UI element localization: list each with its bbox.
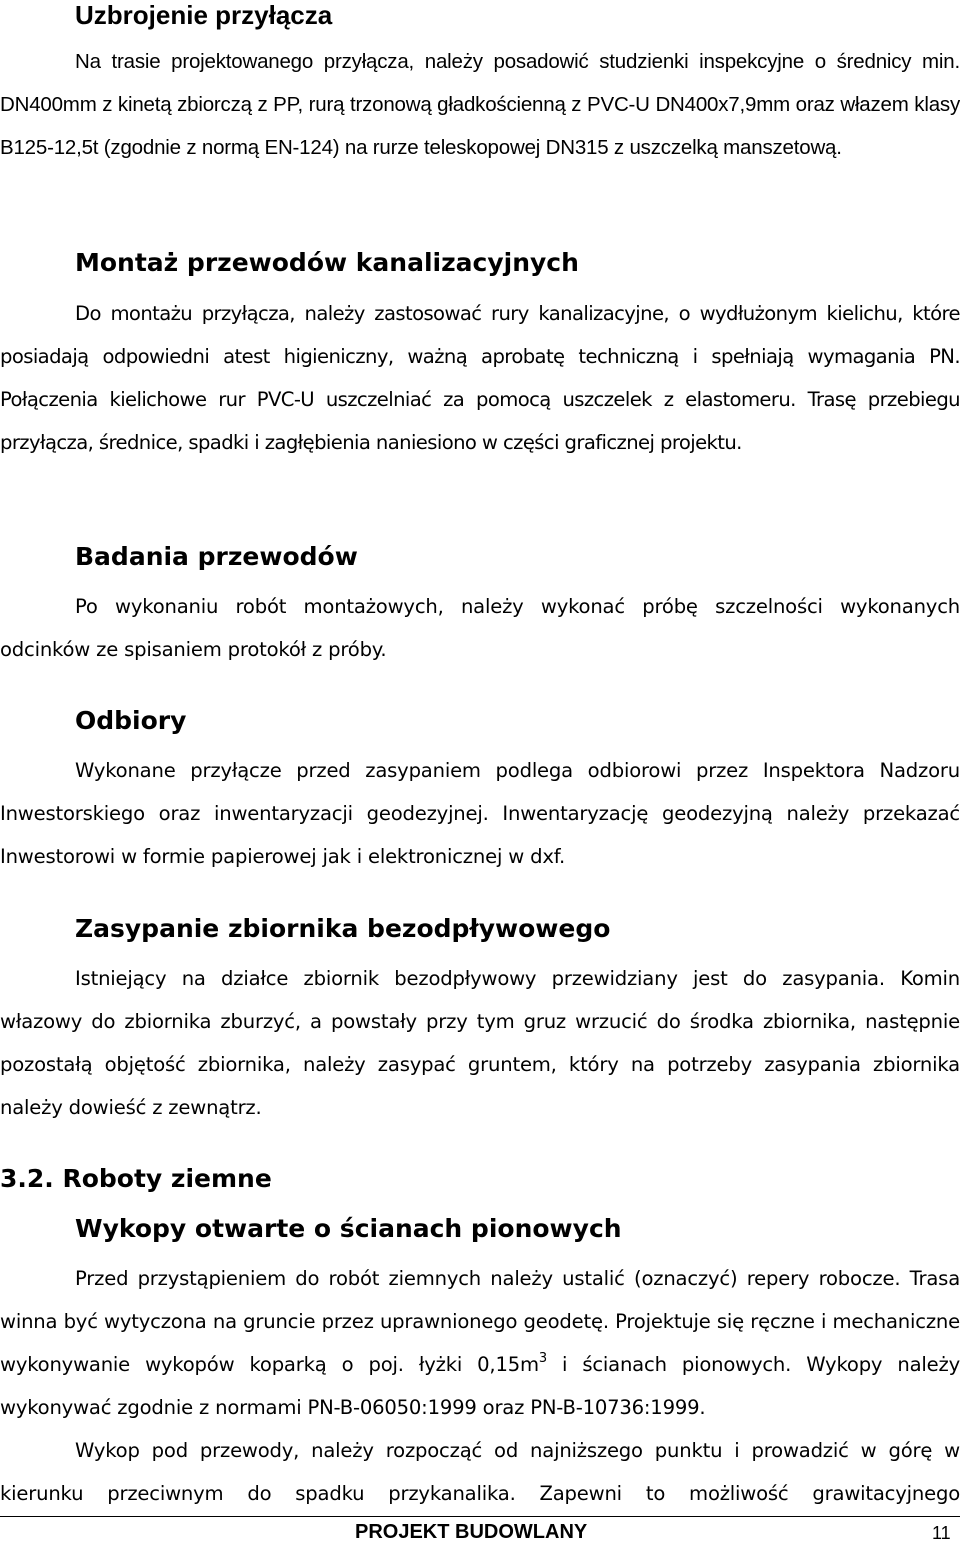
paragraph: Do montażu przyłącza, należy zastosować rury kanalizacyjne, o wydłużonym kielichu, które posiadają odpowiedni atest higieniczny, ważną aprobatę techniczną i spełniają wymagania PN. Połączenia kielichowe rur PVC-U uszczelniać za pomocą uszczelek z elastomeru. Trasę przebiegu przyłącza, średnice, spadki i zagłębienia naniesiono w części graficznej projektu. [0, 302, 960, 454]
section-body-wykopy [0, 1257, 960, 1515]
superscript: 3 [538, 1351, 547, 1366]
section-heading-zasypanie: Zasypanie zbiornika bezodpływowego [75, 914, 611, 943]
paragraph: Istniejący na działce zbiornik bezodpływowy przewidziany jest do zasypania. Komin włazowy do zbiornika zburzyć, a powstały przy tym gruz wrzucić do środka zbiornika, następnie pozostałą objętość zbiornika, należy zasypać gruntem, który na potrzeby zasypania zbiornika należy dowieść z zewnątrz. [0, 967, 960, 1119]
paragraph: Na trasie projektowanego przyłącza, należy posadowić studzienki inspekcyjne o średnicy min. DN400mm z kinetą zbiorczą z PP, rurą trzonową gładkościenną z PVC-U DN400x7,9mm oraz włazem klasy B125-12,5t (zgodnie z normą EN-124) na rurze teleskopowej DN315 z uszczelką manszetową. [0, 50, 960, 159]
footer-title: PROJEKT BUDOWLANY [355, 1521, 588, 1543]
section-heading-odbiory: Odbiory [75, 706, 187, 735]
section-body-badania [0, 585, 960, 671]
paragraph-text: Przed przystąpieniem do robót ziemnych należy ustalić (oznaczyć) repery robocze. Trasa winna być wytyczona na gruncie przez uprawnionego geodetę. Projektuje się ręczne i mechaniczne wykonywanie wykopów koparką o poj. łyżki 0,15m [0, 1267, 960, 1376]
section-heading-badania: Badania przewodów [75, 542, 358, 571]
section-body-zasypanie [0, 957, 960, 1129]
section-heading-montaz: Montaż przewodów kanalizacyjnych [75, 248, 579, 277]
section-body-odbiory [0, 749, 960, 878]
section-heading-uzbrojenie: Uzbrojenie przyłącza [75, 0, 333, 30]
paragraph: Wykop pod przewody, należy rozpocząć od najniższego punktu i prowadzić w górę w kierunku przeciwnym do spadku przykanalika. Zapewni to możliwość grawitacyjnego [0, 1439, 960, 1505]
section-body-uzbrojenie [0, 40, 960, 169]
section-heading-wykopy: Wykopy otwarte o ścianach pionowych [75, 1214, 622, 1243]
section-body-montaz [0, 292, 960, 464]
chapter-heading-roboty-ziemne: 3.2. Roboty ziemne [0, 1164, 272, 1193]
paragraph [0, 1257, 960, 1429]
paragraph: Wykonane przyłącze przed zasypaniem podlega odbiorowi przez Inspektora Nadzoru Inwestorskiego oraz inwentaryzacji geodezyjnej. Inwentaryzację geodezyjną należy przekazać Inwestorowi w formie papierowej jak i elektronicznej w dxf. [0, 759, 960, 868]
page-number: 11 [932, 1523, 951, 1543]
paragraph: Po wykonaniu robót montażowych, należy wykonać próbę szczelności wykonanych odcinków ze spisaniem protokół z próby. [0, 595, 960, 661]
footer-divider [0, 1516, 960, 1517]
paragraph-text: i ścianach pionowych. Wykopy należy wykonywać zgodnie z normami PN-B-06050:1999 oraz PN-B-10736:1999. [0, 1353, 960, 1419]
